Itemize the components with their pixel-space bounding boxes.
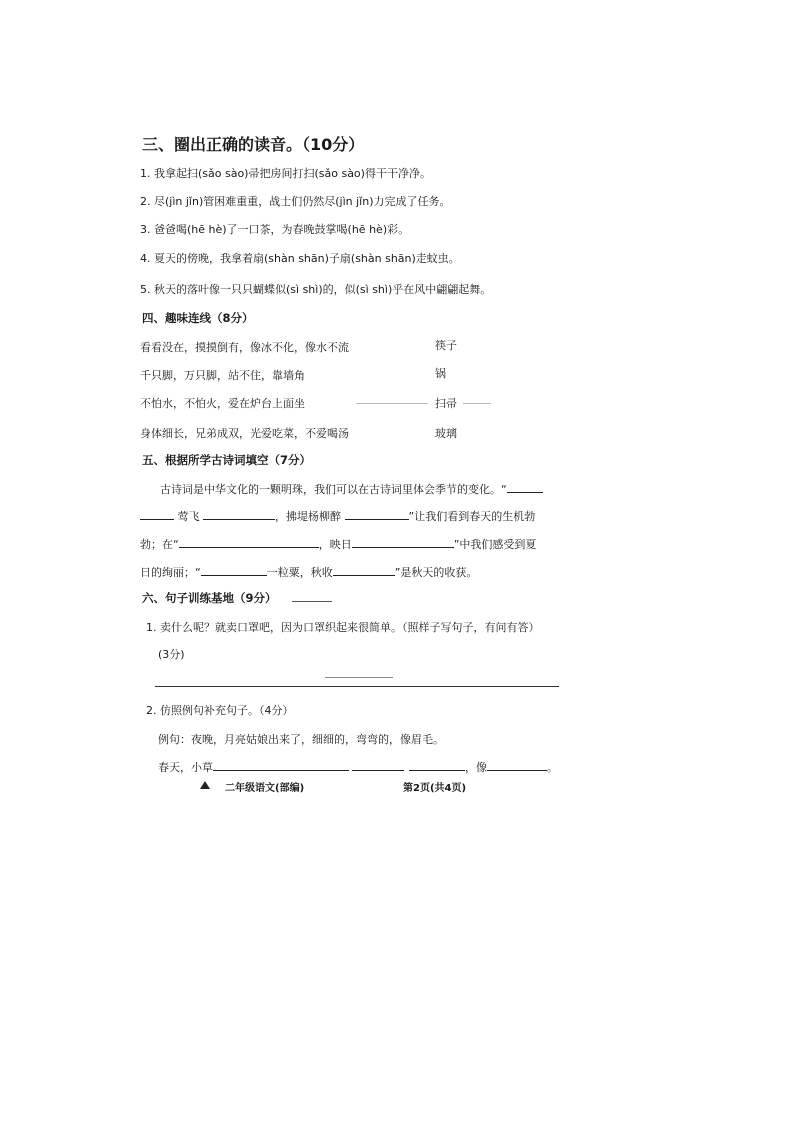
section6-title: 六、句子训练基地（9分）	[142, 591, 277, 605]
blank[interactable]	[352, 759, 404, 771]
footer-subject: 二年级语文(部编)	[225, 783, 305, 794]
section3-item-3: 3. 爸爸喝(hē hè)了一口茶，为春晚鼓掌喝(hē hè)彩。	[140, 223, 410, 236]
blank[interactable]	[487, 759, 547, 771]
section3-item-5: 5. 秋天的落叶像一只只蝴蝶似(sì shì)的，似(sì shì)乎在风中翩翩起舞。	[140, 283, 492, 296]
answer-line	[325, 677, 393, 678]
section6-q2: 2. 仿照例句补充句子。（4分）	[146, 704, 294, 717]
section6-fill-end: 。	[547, 761, 558, 774]
section6-q1-score: (3分)	[158, 648, 185, 661]
section6-fill-line	[158, 759, 558, 775]
section5-text: ，拂堤杨柳醉	[275, 510, 341, 523]
section6-fill-start: 春天，小草	[158, 761, 213, 774]
triangle-icon	[200, 781, 210, 789]
section5-line-2	[140, 508, 535, 524]
blank[interactable]	[352, 536, 454, 548]
section5-text: 莺飞	[177, 510, 200, 523]
answer-2: 锅	[435, 367, 446, 380]
section5-text: 日的绚丽；“	[140, 566, 201, 579]
section6-fill-mid: ，像	[465, 761, 487, 774]
section3-item-2: 2. 尽(jìn jǐn)管困难重重，战士们仍然尽(jìn jǐn)力完成了任务。	[140, 195, 451, 208]
blank[interactable]	[213, 759, 349, 771]
section3-title: 三、圈出正确的读音。（10分）	[142, 135, 365, 154]
answer-4: 玻璃	[435, 427, 457, 440]
blank[interactable]	[203, 508, 275, 520]
blank[interactable]	[409, 759, 465, 771]
blank[interactable]	[140, 508, 174, 520]
section5-text: ，映日	[318, 538, 352, 551]
blank[interactable]	[333, 564, 395, 576]
section5-text: ”是秋天的收获。	[394, 566, 478, 579]
section5-text: ”中我们感受到夏	[453, 538, 537, 551]
section5-line-3	[140, 536, 536, 552]
answer-line[interactable]	[155, 686, 559, 687]
section5-line-4	[140, 564, 477, 580]
section5-text: ”让我们看到春天的生机勃	[408, 510, 536, 523]
section6-example: 例句：夜晚，月亮姑娘出来了，细细的，弯弯的，像眉毛。	[158, 733, 444, 746]
blank[interactable]	[507, 481, 543, 493]
section4-title: 四、趣味连线（8分）	[142, 311, 254, 325]
riddle-2: 千只脚，万只脚，站不住，靠墙角	[140, 369, 305, 382]
pencil-mark	[463, 403, 491, 404]
section5-title: 五、根据所学古诗词填空（7分）	[142, 453, 311, 467]
answer-3: 扫帚	[435, 397, 457, 410]
blank[interactable]	[345, 508, 409, 520]
footer-page: 第2页(共4页)	[403, 783, 467, 794]
riddle-1: 看看没在，摸摸倒有，像冰不化，像水不流	[140, 341, 349, 354]
section5-line-1	[160, 481, 543, 497]
riddle-3: 不怕水，不怕火，爱在炉台上面坐	[140, 397, 305, 410]
pencil-mark	[356, 403, 428, 404]
section3-item-1: 1. 我拿起扫(sǎo sào)帚把房间打扫(sǎo sào)得干干净净。	[140, 167, 431, 180]
section5-text: 一粒粟，秋收	[266, 566, 333, 579]
pencil-mark	[292, 601, 332, 602]
section5-intro: 古诗词是中华文化的一颗明珠，我们可以在古诗词里体会季节的变化。“	[160, 483, 507, 496]
blank[interactable]	[201, 564, 267, 576]
section6-q1: 1. 卖什么呢？就卖口罩吧，因为口罩织起来很简单。（照样子写句子，有问有答）	[146, 621, 540, 634]
riddle-4: 身体细长，兄弟成双，光爱吃菜，不爱喝汤	[140, 427, 349, 440]
answer-1: 筷子	[435, 339, 457, 352]
section3-item-4: 4. 夏天的傍晚，我拿着扇(shàn shān)子扇(shàn shān)走蚊虫。	[140, 252, 460, 265]
blank[interactable]	[179, 536, 319, 548]
section5-text: 勃；在“	[140, 538, 179, 551]
